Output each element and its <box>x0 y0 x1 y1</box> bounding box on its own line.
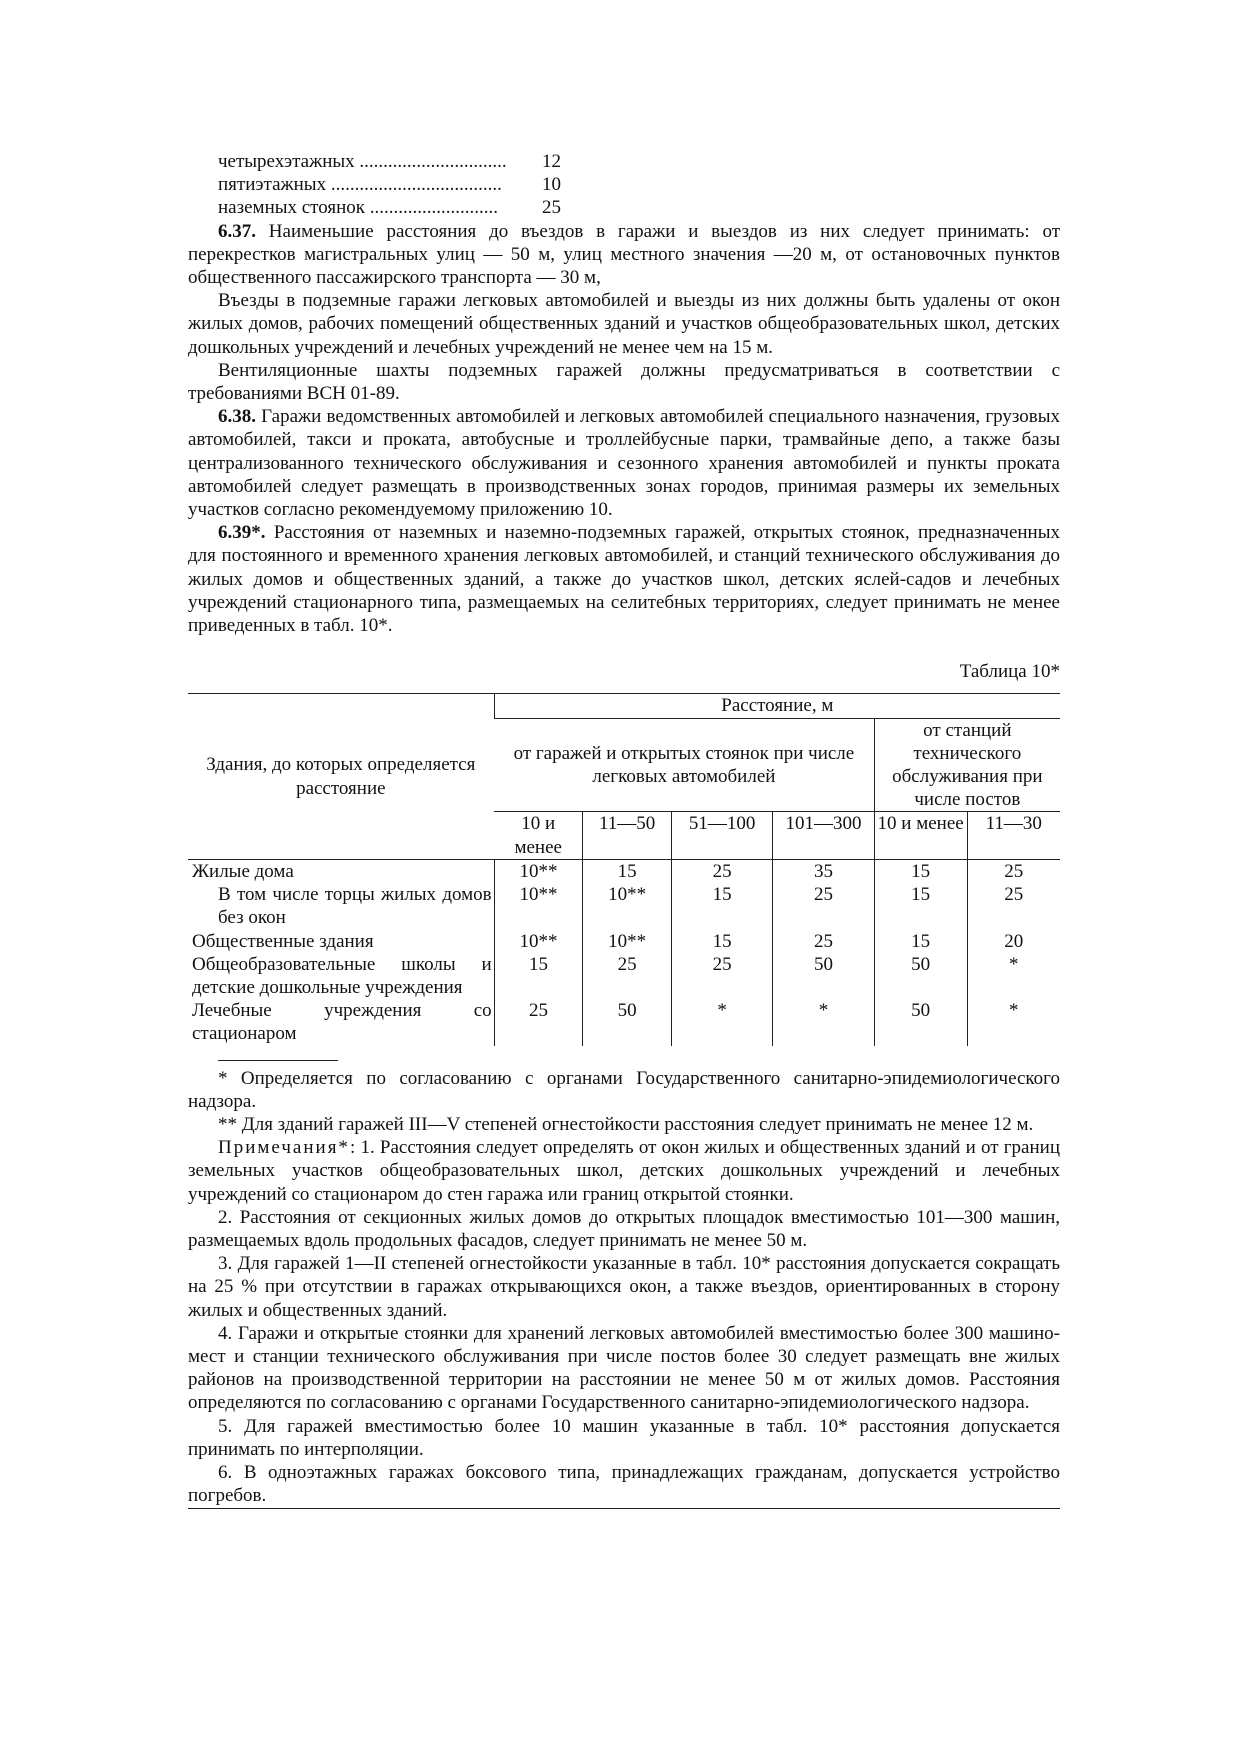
row-label: Общественные здания <box>192 930 374 952</box>
paragraph-6-38 <box>188 405 1060 521</box>
table-cell: 10** <box>494 883 583 929</box>
table-cell: 35 <box>773 859 874 883</box>
table-cell: 25 <box>583 953 672 999</box>
column-header-stations: от станций технического обслуживания при числе постов <box>874 718 1060 812</box>
column-header: 101—300 <box>773 812 874 859</box>
table-cell: * <box>967 953 1060 999</box>
table-cell: 50 <box>874 953 967 999</box>
clause-number: 6.38. <box>218 406 256 428</box>
table-cell: 50 <box>773 953 874 999</box>
note-1 <box>188 1136 1060 1206</box>
clause-number: 6.37. <box>218 220 256 242</box>
paragraph-6-39 <box>188 521 1060 637</box>
table-cell: 10** <box>583 930 672 953</box>
document-page <box>188 150 1060 1509</box>
table-row <box>188 953 1060 999</box>
clause-text: Расстояния от наземных и наземно-подземных гаражей, открытых стоянок, предназначенных для постоянного и временного хранения легковых автомобилей, и станций технического обслуживания до жилых домов и общественных зданий, а также до участков школ, детских яслей-садов и лечебных учреждений стационарного типа, размещаемых на селитебных территориях, следует принимать не менее приведенных в табл. 10*. <box>188 522 1060 637</box>
note-2: 2. Расстояния от секционных жилых домов до открытых площадок вместимостью 101—300 машин, размещаемых вдоль продольных фасадов, следует принимать не менее 50 м. <box>188 1206 1060 1251</box>
column-header: 51—100 <box>671 812 772 859</box>
row-label: Общеобразовательные школы и детские дошкольные учреждения <box>192 953 492 998</box>
table-cell: * <box>671 999 772 1045</box>
list-item-value: 12 <box>542 151 561 172</box>
paragraph-6-37-ventilation: Вентиляционные шахты подземных гаражей должны предусматриваться в соответствии с требованиями ВСН 01-89. <box>188 359 1060 405</box>
floors-list <box>218 150 561 220</box>
clause-text: Гаражи ведомственных автомобилей и легковых автомобилей специального назначения, грузовых автомобилей, такси и проката, автобусные и троллейбусные парки, трамвайные депо, а также базы централизованного технического обслуживания и сезонного хранения автомобилей и пункты проката автомобилей следует размещать в производственных зонах городов, принимая размеры их земельных участков согласно рекомендуемому приложению 10. <box>188 406 1060 521</box>
table-row <box>188 999 1060 1045</box>
note-6: 6. В одноэтажных гаражах боксового типа, принадлежащих гражданам, допускается устройство погребов. <box>188 1461 1060 1507</box>
table-cell: 10** <box>494 930 583 953</box>
table-cell: 20 <box>967 930 1060 953</box>
footnote-star: * Определяется по согласованию с органами Государственного санитарно-эпидемиологического надзора. <box>188 1067 1060 1112</box>
column-header-garages: от гаражей и открытых стоянок при числе легковых автомобилей <box>494 718 874 812</box>
distance-table <box>188 693 1060 1045</box>
row-label: Лечебные учреждения со стационаром <box>192 1000 492 1045</box>
column-header-buildings: Здания, до которых определяется расстояние <box>188 694 494 859</box>
table-cell: 50 <box>583 999 672 1045</box>
table-cell: 25 <box>671 953 772 999</box>
column-header-distance: Расстояние, м <box>494 694 1060 718</box>
note-3: 3. Для гаражей 1—II степеней огнестойкости указанные в табл. 10* расстояния допускается сокращать на 25 % при отсутствии в гаражах открывающихся окон, а также въездов, ориентированных в сторону жилых и общественных зданий. <box>188 1253 1060 1321</box>
footnote-double-star: ** Для зданий гаражей III—V степеней огнестойкости расстояния следует принимать не менее 12 м. <box>218 1113 1034 1135</box>
table-row <box>188 883 1060 929</box>
end-rule <box>188 1508 1060 1509</box>
table-cell: 25 <box>773 930 874 953</box>
table-cell: 15 <box>494 953 583 999</box>
clause-number: 6.39*. <box>218 522 266 544</box>
note-text: : 1. Расстояния следует определять от окон жилых и общественных зданий и от границ земельных участков общеобразовательных школ, детских дошкольных учреждений и лечебных учреждений со стационаром до стен гаража или границ открытой стоянки. <box>188 1137 1060 1205</box>
table-cell: 15 <box>874 883 967 929</box>
table-row <box>188 930 1060 953</box>
table-cell: 10** <box>583 883 672 929</box>
table-cell: 25 <box>967 883 1060 929</box>
clause-text: Наименьшие расстояния до въездов в гаражи и выездов из них следует принимать: от перекрестков магистральных улиц — 50 м, улиц местного значения —20 м, от остановочных пунктов общественного пассажирского транспорта — 30 м, <box>188 220 1060 289</box>
column-header: 10 и менее <box>874 812 967 859</box>
table-header-row <box>188 694 1060 718</box>
table-cell: 15 <box>874 930 967 953</box>
table-caption: Таблица 10* <box>959 661 1060 683</box>
row-label: В том числе торцы жилых домов без окон <box>218 884 492 929</box>
column-header: 10 и менее <box>494 812 583 859</box>
table-cell: 25 <box>494 999 583 1045</box>
table-row <box>188 859 1060 883</box>
list-item-value: 25 <box>542 197 561 219</box>
table-cell: 10** <box>494 859 583 883</box>
row-label: Жилые дома <box>192 860 294 882</box>
notes-label: Примечания* <box>218 1137 350 1159</box>
table-cell: * <box>773 999 874 1045</box>
paragraph-6-37 <box>188 220 1060 290</box>
table-cell: 25 <box>773 883 874 929</box>
list-item-label: четырехэтажных ............................... <box>218 151 507 172</box>
column-header: 11—50 <box>583 812 672 859</box>
table-cell: 15 <box>671 883 772 929</box>
table-cell: 15 <box>671 930 772 953</box>
list-item-value: 10 <box>542 174 561 196</box>
list-item <box>218 196 561 219</box>
column-header: 11—30 <box>967 812 1060 859</box>
note-4: 4. Гаражи и открытые стоянки для хранений легковых автомобилей вместимостью более 300 машино-мест и станции технического обслуживания при числе постов более 30 следует размещать вне жилых районов на производственной территории на расстоянии не менее 50 м от жилых домов. Расстояния определяются по согласованию с органами Государственного санитарно-эпидемиологического надзора. <box>188 1322 1060 1414</box>
paragraph-6-37-entrances: Въезды в подземные гаражи легковых автомобилей и выезды из них должны быть удалены от окон жилых домов, рабочих помещений общественных зданий и участков общеобразовательных школ, детских дошкольных учреждений и лечебных учреждений не менее чем на 15 м. <box>188 290 1060 358</box>
list-item <box>218 173 561 196</box>
table-cell: 50 <box>874 999 967 1045</box>
table-cell: 15 <box>583 859 672 883</box>
table-cell: 15 <box>874 859 967 883</box>
list-item-label: наземных стоянок ........................... <box>218 197 499 219</box>
table-cell: 25 <box>671 859 772 883</box>
list-item <box>218 150 561 173</box>
footnote-divider <box>218 1060 338 1061</box>
note-5: 5. Для гаражей вместимостью более 10 машин указанные в табл. 10* расстояния допускается принимать по интерполяции. <box>188 1415 1060 1460</box>
table-cell: * <box>967 999 1060 1045</box>
list-item-label: пятиэтажных .................................... <box>218 174 502 196</box>
table-cell: 25 <box>967 859 1060 883</box>
